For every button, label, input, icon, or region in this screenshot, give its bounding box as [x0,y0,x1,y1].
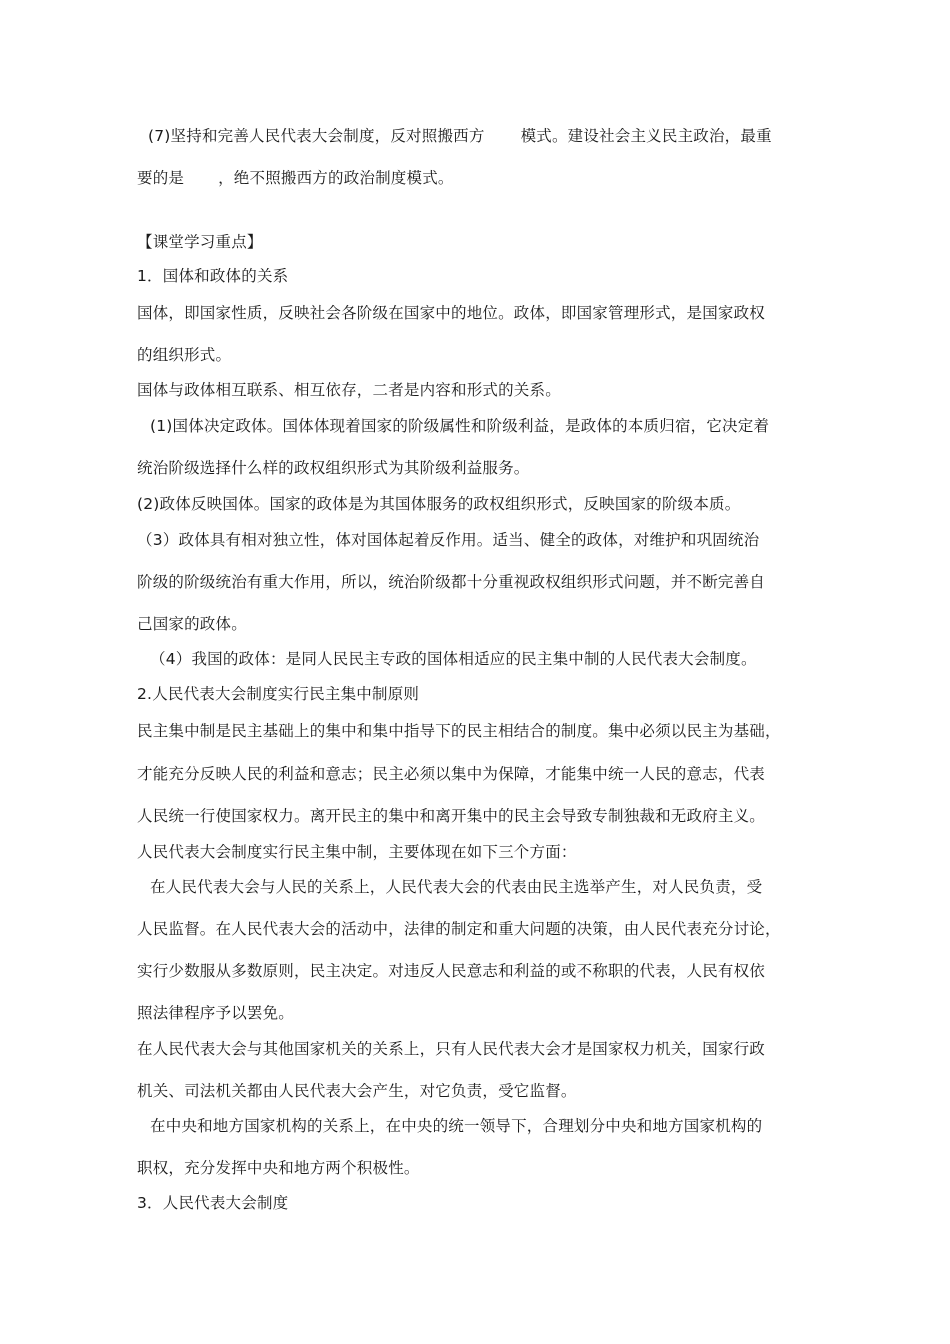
paragraph-line: 国体与政体相互联系、相互依存，二者是内容和形式的关系。 [137,381,561,399]
paragraph-line: 实行少数服从多数原则，民主决定。对违反人民意志和利益的或不称职的代表，人民有权依 [137,962,766,980]
paragraph-line: 己国家的政体。 [137,615,247,633]
paragraph-line: 人民统一行使国家权力。离开民主的集中和离开集中的民主会导致专制独裁和无政府主义。 [137,807,766,825]
section-3-title: 3．人民代表大会制度 [137,1194,289,1212]
paragraph-line: (1)国体决定政体。国体体现着国家的阶级属性和阶级利益，是政体的本质归宿，它决定着 [150,417,770,435]
paragraph-line: 在人民代表大会与其他国家机关的关系上，只有人民代表大会才是国家权力机关，国家行政 [137,1040,766,1058]
section-heading: 【课堂学习重点】 [137,233,263,251]
text-segment: ，绝不照搬西方的政治制度模式。 [218,169,454,187]
paragraph-line: 国体，即国家性质，反映社会各阶级在国家中的地位。政体，即国家管理形式，是国家政权 [137,304,766,322]
paragraph-line [137,168,454,188]
paragraph-line: 在人民代表大会与人民的关系上，人民代表大会的代表由民主选举产生，对人民负责，受 [150,878,763,896]
paragraph-line [148,126,772,146]
paragraph-line: 的组织形式。 [137,346,232,364]
paragraph-line: 人民代表大会制度实行民主集中制，主要体现在如下三个方面： [137,843,577,861]
paragraph-line: 机关、司法机关都由人民代表大会产生，对它负责，受它监督。 [137,1082,577,1100]
paragraph-line: (2)政体反映国体。国家的政体是为其国体服务的政权组织形式，反映国家的阶级本质。 [137,495,741,513]
paragraph-line: 阶级的阶级统治有重大作用，所以，统治阶级都十分重视政权组织形式问题，并不断完善自 [137,573,766,591]
paragraph-line: 民主集中制是民主基础上的集中和集中指导下的民主相结合的制度。集中必须以民主为基础， [137,722,781,740]
paragraph-line: 在中央和地方国家机构的关系上，在中央的统一领导下，合理划分中央和地方国家机构的 [150,1117,763,1135]
paragraph-line: 统治阶级选择什么样的政权组织形式为其阶级利益服务。 [137,459,530,477]
paragraph-line: 才能充分反映人民的利益和意志；民主必须以集中为保障，才能集中统一人民的意志，代表 [137,765,766,783]
text-segment: 要的是 [137,169,185,187]
text-segment: (7)坚持和完善人民代表大会制度，反对照搬西方 [148,127,485,145]
text-segment: 模式。建设社会主义民主政治，最重 [520,127,772,145]
paragraph-line: 照法律程序予以罢免。 [137,1004,295,1022]
section-1-title: 1．国体和政体的关系 [137,267,289,285]
section-2-title: 2.人民代表大会制度实行民主集中制原则 [137,685,420,703]
paragraph-line: 职权，充分发挥中央和地方两个积极性。 [137,1159,420,1177]
paragraph-line: 人民监督。在人民代表大会的活动中，法律的制定和重大问题的决策，由人民代表充分讨论， [137,920,781,938]
paragraph-line: （3）政体具有相对独立性，体对国体起着反作用。适当、健全的政体，对维护和巩固统治 [137,531,760,549]
paragraph-line: （4）我国的政体：是同人民民主专政的国体相适应的民主集中制的人民代表大会制度。 [150,650,757,668]
